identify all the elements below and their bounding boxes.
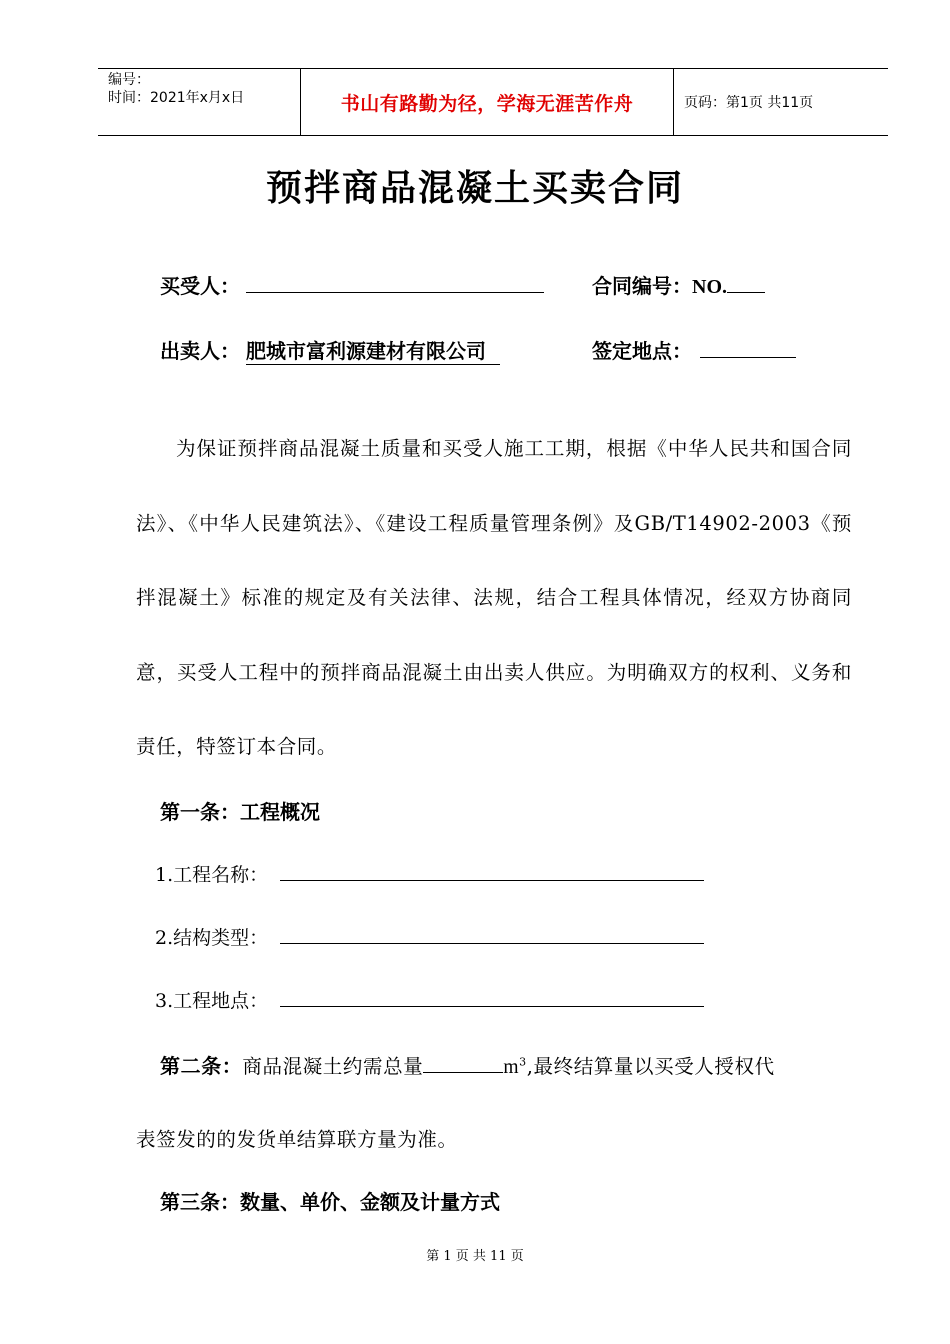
quantity-blank[interactable] [423,1054,503,1073]
structure-type-blank[interactable] [280,923,704,944]
buyer-blank[interactable] [246,270,544,293]
article2-text-before: 商品混凝土约需总量 [242,1055,424,1078]
sign-place-row [592,335,796,364]
contract-number-row [592,270,765,299]
seller-label: 出卖人： [160,339,240,363]
article2-continuation: 表签发的的发货单结算联方量为准。 [136,1128,458,1151]
header-page-label: 页码：第1页 共11页 [684,95,814,111]
project-name-blank[interactable] [280,860,704,881]
page-header [98,68,888,136]
contract-number-blank[interactable] [727,272,765,293]
structure-type-row [155,923,704,950]
article2-line [160,1050,775,1079]
contract-number-value: NO. [692,276,727,298]
volume-unit-superscript: 3 [519,1055,527,1069]
document-number-label: 编号： [108,72,150,88]
header-motto: 书山有路勤为径，学海无涯苦作舟 [340,92,634,115]
structure-type-label: 2.结构类型： [155,927,269,949]
article2-heading: 第二条： [160,1054,243,1078]
header-motto-cell [300,69,674,135]
buyer-row [160,270,544,299]
document-time-label: 时间：2021年x月x日 [108,90,245,106]
document-title: 预拌商品混凝土买卖合同 [265,167,684,209]
article2-text-after: ,最终结算量以买受人授权代 [526,1055,775,1078]
sign-place-blank[interactable] [700,335,796,358]
volume-unit: m [503,1057,520,1078]
project-location-row [155,986,704,1013]
seller-row [160,335,500,365]
project-location-blank[interactable] [280,986,704,1007]
article3-heading: 第三条：数量、单价、金额及计量方式 [160,1190,500,1214]
preamble-paragraph: 为保证预拌商品混凝土质量和买受人施工工期，根据《中华人民共和国合同法》、《中华人民建筑法》、《建设工程质量管理条例》及GB/T14902-2003《预拌混凝土》标准的规定及有关法律、法规，结合工程具体情况，经双方协商同意，买受人工程中的预拌商品混凝土由出卖人供应。为明确双方的权利、义务和责任，特签订本合同。 [136,437,852,758]
project-name-row [155,860,704,887]
header-page-cell [674,69,888,135]
header-left-cell [98,69,300,135]
buyer-label: 买受人： [160,274,240,298]
sign-place-label: 签定地点： [592,339,692,363]
project-name-label: 1.工程名称： [155,864,269,886]
page-footer: 第 1 页 共 11 页 [426,1249,524,1264]
project-location-label: 3.工程地点： [155,990,269,1012]
article1-heading: 第一条：工程概况 [160,800,320,824]
seller-name: 肥城市富利源建材有限公司 [246,335,500,365]
contract-number-label: 合同编号： [592,274,692,298]
